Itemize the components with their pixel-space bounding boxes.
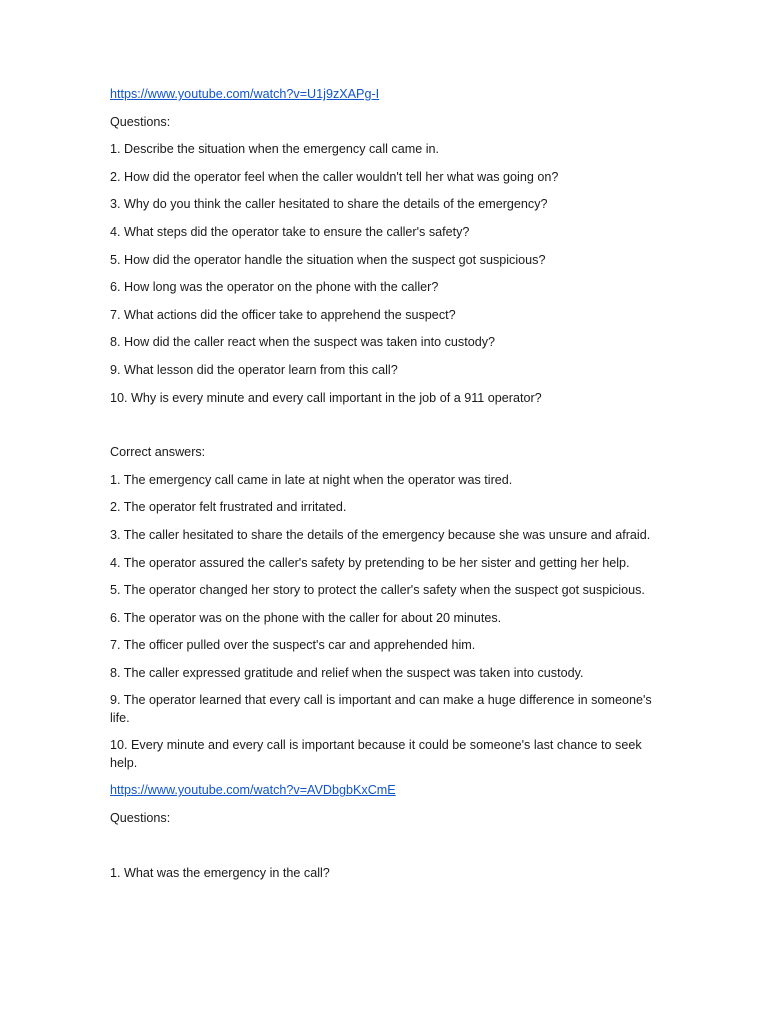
youtube-link-1[interactable]: https://www.youtube.com/watch?v=U1j9zXAPg-I <box>110 87 380 101</box>
question-1-10: 10. Why is every minute and every call important in the job of a 911 operator? <box>110 390 542 405</box>
answer-7: 7. The officer pulled over the suspect's car and apprehended him. <box>110 638 476 653</box>
question-1-5: 5. How did the operator handle the situation when the suspect got suspicious? <box>110 252 546 267</box>
link-paragraph-2 <box>110 782 658 799</box>
question-2-1: 1. What was the emergency in the call? <box>110 865 330 880</box>
answer-4: 4. The operator assured the caller's safety by pretending to be her sister and getting her help. <box>110 555 630 570</box>
answer-5: 5. The operator changed her story to protect the caller's safety when the suspect got suspicious. <box>110 583 645 598</box>
answer-10: 10. Every minute and every call is important because it could be someone's last chance to seek help. <box>110 738 642 770</box>
answer-1: 1. The emergency call came in late at night when the operator was tired. <box>110 472 513 487</box>
answer-6: 6. The operator was on the phone with the caller for about 20 minutes. <box>110 610 502 625</box>
empty-line <box>110 417 658 444</box>
question-1-3: 3. Why do you think the caller hesitated to share the details of the emergency? <box>110 197 548 212</box>
question-1-7: 7. What actions did the officer take to apprehend the suspect? <box>110 307 456 322</box>
answer-3: 3. The caller hesitated to share the details of the emergency because she was unsure and afraid. <box>110 527 651 542</box>
answers-heading: Correct answers: <box>110 445 206 460</box>
question-1-8: 8. How did the caller react when the suspect was taken into custody? <box>110 335 496 350</box>
question-1-2: 2. How did the operator feel when the caller wouldn't tell her what was going on? <box>110 169 559 184</box>
answer-9: 9. The operator learned that every call is important and can make a huge difference in someone's life. <box>110 693 652 725</box>
empty-line <box>110 838 658 865</box>
answer-8: 8. The caller expressed gratitude and relief when the suspect was taken into custody. <box>110 665 584 680</box>
questions-heading-1: Questions: <box>110 114 171 129</box>
link-paragraph-1 <box>110 86 658 103</box>
questions-heading-2: Questions: <box>110 811 171 826</box>
question-1-6: 6. How long was the operator on the phone with the caller? <box>110 280 439 295</box>
question-1-9: 9. What lesson did the operator learn from this call? <box>110 362 398 377</box>
answer-2: 2. The operator felt frustrated and irritated. <box>110 500 347 515</box>
question-1-4: 4. What steps did the operator take to ensure the caller's safety? <box>110 224 470 239</box>
document-body <box>110 86 658 892</box>
youtube-link-2[interactable]: https://www.youtube.com/watch?v=AVDbgbKxCmE <box>110 783 396 798</box>
question-1-1: 1. Describe the situation when the emergency call came in. <box>110 142 440 157</box>
